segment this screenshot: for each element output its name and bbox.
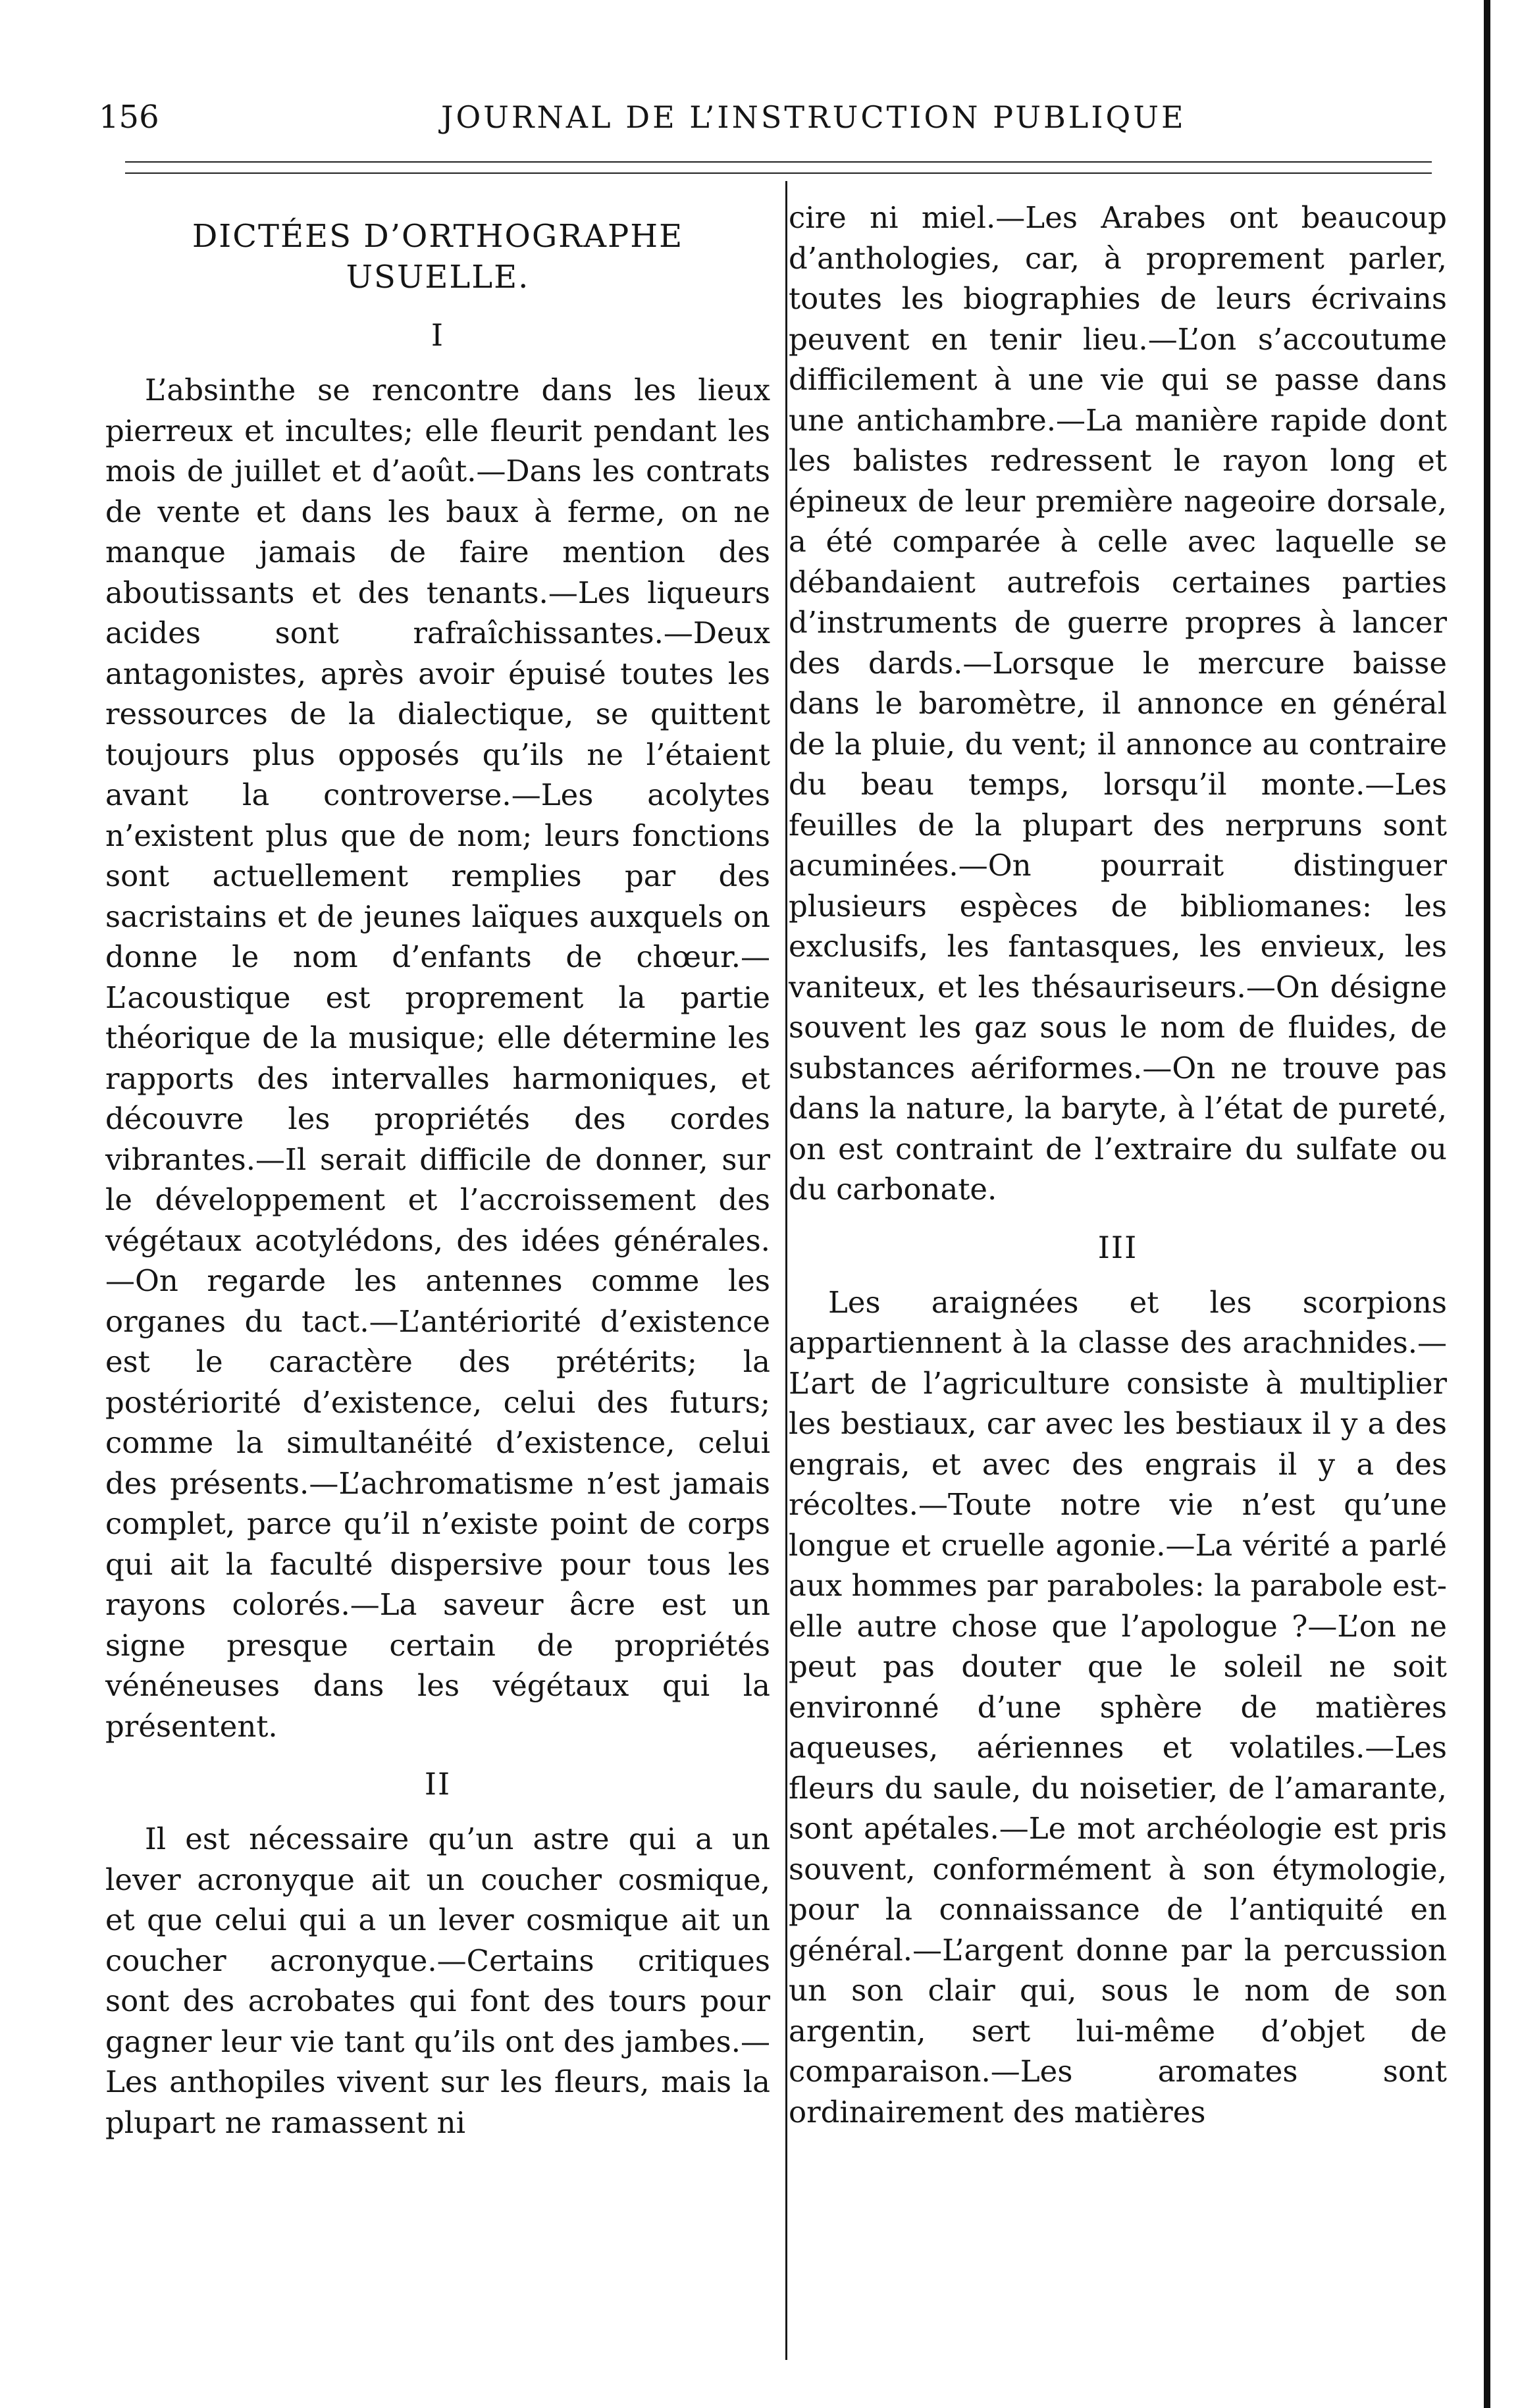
paragraph-section-1: L’absinthe se rencontre dans les lieux pierreux et incultes; elle fleurit pendant les mois de juillet et d’août.—Dans les contrats de vente et dans les baux à ferme, on ne manque jamais de faire mention des aboutissants et des tenants.—Les liqueurs acides sont rafraîchissantes.—Deux antagonistes, après avoir épuisé toutes les ressources de la dialectique, se quittent toujours plus opposés qu’ils ne l’étaient avant la controverse.—Les acolytes n’existent plus que de nom; leurs fonctions sont actuellement remplies par des sacristains et de jeunes laïques auxquels on donne le nom d’enfants de chœur.—L’acoustique est proprement la partie théorique de la musique; elle détermine les rapports des intervalles harmoniques, et découvre les propriétés des cordes vibrantes.—Il serait difficile de donner, sur le développement et l’accroissement des végétaux acotylédons, des idées générales.—On regarde les antennes comme les organes du tact.—L’antériorité d’existence est le caractère des prétérits; la postériorité d’existence, celui des futurs; comme la simultanéité d’existence, celui des présents.—L’achromatisme n’est jamais complet, parce qu’il n’existe point de corps qui ait la faculté dispersive pour tous les rayons colorés.—La saveur âcre est un signe presque certain de propriétés vénéneuses dans les végétaux qui la présentent. (105, 373, 770, 1744)
section-heading-1: I (431, 317, 445, 353)
article-title: DICTÉES D’ORTHOGRAPHE USUELLE. (192, 218, 684, 296)
header-rule-top (125, 161, 1432, 163)
page-binding-edge (1484, 0, 1490, 2408)
paragraph-section-2-continued: cire ni miel.—Les Arabes ont beaucoup d’anthologies, car, à proprement parler, toutes les biographies de leurs écrivains peuvent en tenir lieu.—L’on s’accoutume difficilement à une vie qui se passe dans une antichambre.—La manière rapide dont les balistes redressent le rayon long et épineux de leur première nageoire dorsale, a été comparée à celle avec laquelle se débandaient autrefois certaines parties d’instruments de guerre propres à lancer des dards.—Lorsque le mercure baisse dans le baromètre, il annonce en général de la pluie, du vent; il annonce au contraire du beau temps, lorsqu’il monte.—Les feuilles de la plupart des nerpruns sont acuminées.—On pourrait distinguer plusieurs espèces de bibliomanes: les exclusifs, les fantasques, les envieux, les vaniteux, et les thésauriseurs.—On désigne souvent les gaz sous le nom de fluides, de substances aériformes.—On ne trouve pas dans la nature, la baryte, à l’état de pureté, on est contraint de l’extraire du sulfate ou du carbonate. (789, 200, 1447, 1207)
right-column (789, 197, 1447, 2132)
section-heading-3: III (1097, 1229, 1138, 1265)
section-heading-2: II (424, 1766, 452, 1802)
running-title: JOURNAL DE L’INSTRUCTION PUBLIQUE (441, 99, 1186, 135)
paragraph-section-2: Il est nécessaire qu’un astre qui a un lever acronyque ait un coucher cosmique, et que celui qui a un lever cosmique ait un coucher acronyque.—Certains critiques sont des acrobates qui font des tours pour gagner leur vie tant qu’ils ont des jambes.—Les anthopiles vivent sur les fleurs, mais la plupart ne ramassent ni (105, 1821, 770, 2140)
column-divider (785, 181, 787, 2360)
page-header (99, 91, 1382, 144)
header-rule-bottom (125, 172, 1432, 174)
left-column (105, 197, 770, 2143)
paragraph-section-3: Les araignées et les scorpions appartiennent à la classe des arachnides.—L’art de l’agriculture consiste à multiplier les bestiaux, car avec les bestiaux il y a des engrais, et avec des engrais il y a des récoltes.—Toute notre vie n’est qu’une longue et cruelle agonie.—La vérité a parlé aux hommes par paraboles: la parabole est-elle autre chose que l’apologue ?—L’on ne peut pas douter que le soleil ne soit environné d’une sphère de matières aqueuses, aériennes et volatiles.—Les fleurs du saule, du noisetier, de l’amarante, sont apétales.—Le mot archéologie est pris souvent, conformément à son étymologie, pour la connaissance de l’antiquité en général.—L’argent donne par la percussion un son clair qui, sous le nom de son argentin, sert lui-même d’objet de comparaison.—Les aromates sont ordinairement des matières (789, 1284, 1447, 2130)
page-number: 156 (99, 99, 159, 136)
